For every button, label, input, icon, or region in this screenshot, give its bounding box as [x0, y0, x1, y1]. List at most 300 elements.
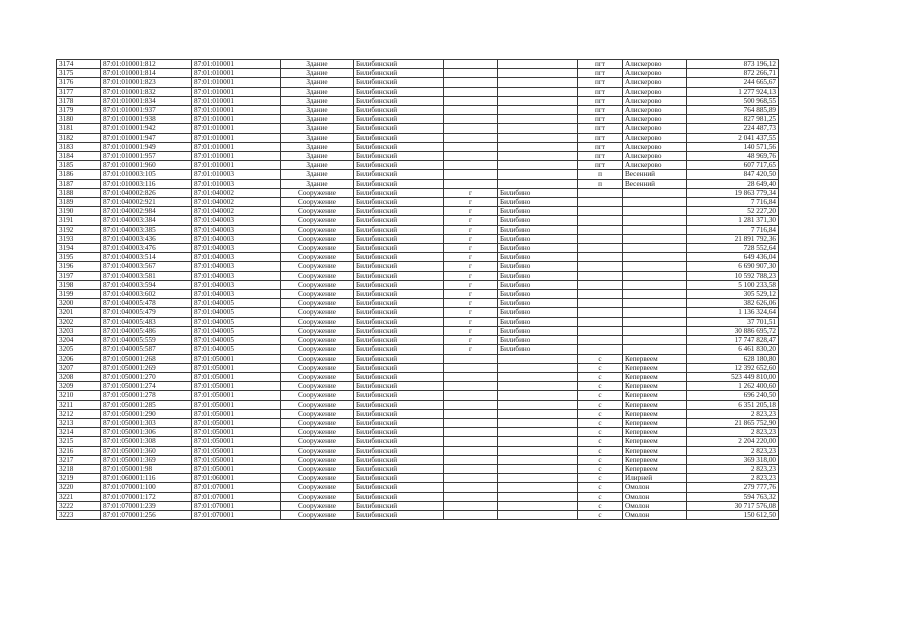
city-name-cell [498, 133, 578, 142]
city-name-cell [498, 391, 578, 400]
table-row [57, 455, 779, 464]
settlement-name-cell [623, 299, 687, 308]
city-name-cell [498, 464, 578, 473]
city-name-cell: Билибино [498, 308, 578, 317]
district-cell: Билибинский [354, 474, 444, 483]
district-cell: Билибинский [354, 280, 444, 289]
table-row [57, 308, 779, 317]
city-name-cell: Билибино [498, 336, 578, 345]
object-type-cell: Сооружение [281, 492, 354, 501]
cadastral-quarter-cell: 87:01:050001 [192, 409, 281, 418]
row-number-cell: 3197 [57, 271, 101, 280]
cadastral-quarter-cell: 87:01:040003 [192, 280, 281, 289]
district-cell: Билибинский [354, 124, 444, 133]
settlement-name-cell: Алискерово [623, 106, 687, 115]
cadastral-quarter-cell: 87:01:040003 [192, 234, 281, 243]
cadastral-value-cell: 5 100 233,58 [687, 280, 779, 289]
settlement-name-cell: Омолон [623, 501, 687, 510]
settlement-name-cell: Алискерово [623, 87, 687, 96]
district-cell: Билибинский [354, 299, 444, 308]
city-name-cell [498, 354, 578, 363]
object-type-cell: Сооружение [281, 336, 354, 345]
cadastral-number-cell: 87:01:050001:306 [101, 428, 192, 437]
city-name-cell: Билибино [498, 198, 578, 207]
cadastral-quarter-cell: 87:01:040003 [192, 216, 281, 225]
cadastral-number-cell: 87:01:010001:937 [101, 106, 192, 115]
cadastral-number-cell: 87:01:050001:274 [101, 382, 192, 391]
city-name-cell [498, 446, 578, 455]
city-type-cell: г [444, 290, 498, 299]
object-type-cell: Здание [281, 87, 354, 96]
settlement-name-cell [623, 317, 687, 326]
district-cell: Билибинский [354, 510, 444, 519]
cadastral-number-cell: 87:01:010001:960 [101, 161, 192, 170]
table-row [57, 207, 779, 216]
cadastral-value-cell: 19 863 779,34 [687, 188, 779, 197]
object-type-cell: Здание [281, 60, 354, 69]
district-cell: Билибинский [354, 244, 444, 253]
table-row [57, 345, 779, 354]
district-cell: Билибинский [354, 308, 444, 317]
row-number-cell: 3207 [57, 363, 101, 372]
city-type-cell [444, 446, 498, 455]
district-cell: Билибинский [354, 152, 444, 161]
cadastral-number-cell: 87:01:050001:369 [101, 455, 192, 464]
cadastral-number-cell: 87:01:010001:812 [101, 60, 192, 69]
object-type-cell: Сооружение [281, 262, 354, 271]
cadastral-number-cell: 87:01:040003:514 [101, 253, 192, 262]
city-type-cell: г [444, 345, 498, 354]
object-type-cell: Сооружение [281, 216, 354, 225]
cadastral-value-cell: 37 701,51 [687, 317, 779, 326]
row-number-cell: 3206 [57, 354, 101, 363]
table-row [57, 262, 779, 271]
cadastral-value-cell: 2 823,23 [687, 474, 779, 483]
table-row [57, 400, 779, 409]
city-name-cell [498, 382, 578, 391]
cadastral-value-cell: 279 777,76 [687, 483, 779, 492]
settlement-name-cell: Алискерово [623, 69, 687, 78]
object-type-cell: Здание [281, 78, 354, 87]
row-number-cell: 3191 [57, 216, 101, 225]
settlement-name-cell: Алискерово [623, 124, 687, 133]
cadastral-value-cell: 2 823,23 [687, 446, 779, 455]
city-name-cell [498, 418, 578, 427]
settlement-type-cell: с [578, 455, 623, 464]
district-cell: Билибинский [354, 382, 444, 391]
row-number-cell: 3190 [57, 207, 101, 216]
table-row [57, 464, 779, 473]
object-type-cell: Здание [281, 115, 354, 124]
settlement-name-cell: Алискерово [623, 161, 687, 170]
object-type-cell: Сооружение [281, 234, 354, 243]
cadastral-quarter-cell: 87:01:040003 [192, 271, 281, 280]
cadastral-number-cell: 87:01:010001:832 [101, 87, 192, 96]
cadastral-value-cell: 847 420,50 [687, 170, 779, 179]
cadastral-value-cell: 2 823,23 [687, 409, 779, 418]
table-row [57, 234, 779, 243]
row-number-cell: 3199 [57, 290, 101, 299]
object-type-cell: Здание [281, 179, 354, 188]
row-number-cell: 3212 [57, 409, 101, 418]
table-row [57, 437, 779, 446]
settlement-type-cell: пгт [578, 142, 623, 151]
city-name-cell [498, 455, 578, 464]
settlement-name-cell [623, 216, 687, 225]
city-type-cell [444, 87, 498, 96]
district-cell: Билибинский [354, 391, 444, 400]
cadastral-number-cell: 87:01:070001:100 [101, 483, 192, 492]
settlement-type-cell: пгт [578, 96, 623, 105]
table-row [57, 271, 779, 280]
cadastral-value-cell: 6 690 907,30 [687, 262, 779, 271]
city-type-cell [444, 464, 498, 473]
city-name-cell: Билибино [498, 253, 578, 262]
row-number-cell: 3201 [57, 308, 101, 317]
cadastral-quarter-cell: 87:01:050001 [192, 382, 281, 391]
cadastral-value-cell: 7 716,84 [687, 198, 779, 207]
cadastral-value-cell: 6 351 205,18 [687, 400, 779, 409]
city-type-cell [444, 96, 498, 105]
cadastral-value-cell: 1 136 324,64 [687, 308, 779, 317]
city-type-cell [444, 391, 498, 400]
city-name-cell: Билибино [498, 280, 578, 289]
object-type-cell: Здание [281, 96, 354, 105]
city-name-cell [498, 179, 578, 188]
cadastral-number-cell: 87:01:050001:269 [101, 363, 192, 372]
cadastral-quarter-cell: 87:01:040005 [192, 336, 281, 345]
cadastral-quarter-cell: 87:01:040003 [192, 290, 281, 299]
cadastral-quarter-cell: 87:01:040003 [192, 244, 281, 253]
object-type-cell: Сооружение [281, 391, 354, 400]
table-row [57, 124, 779, 133]
settlement-name-cell: Кепервеем [623, 418, 687, 427]
city-name-cell: Билибино [498, 271, 578, 280]
settlement-type-cell [578, 216, 623, 225]
table-row [57, 317, 779, 326]
settlement-type-cell: п [578, 179, 623, 188]
cadastral-value-cell: 224 487,73 [687, 124, 779, 133]
settlement-type-cell: пгт [578, 115, 623, 124]
district-cell: Билибинский [354, 409, 444, 418]
object-type-cell: Сооружение [281, 308, 354, 317]
object-type-cell: Сооружение [281, 363, 354, 372]
cadastral-value-cell: 523 449 810,00 [687, 372, 779, 381]
table-row [57, 446, 779, 455]
city-type-cell [444, 78, 498, 87]
settlement-name-cell: Кепервеем [623, 391, 687, 400]
settlement-name-cell: Омолон [623, 492, 687, 501]
object-type-cell: Здание [281, 142, 354, 151]
city-type-cell [444, 437, 498, 446]
settlement-type-cell: с [578, 400, 623, 409]
object-type-cell: Сооружение [281, 271, 354, 280]
city-name-cell [498, 483, 578, 492]
settlement-type-cell: пгт [578, 78, 623, 87]
city-type-cell: г [444, 299, 498, 308]
row-number-cell: 3223 [57, 510, 101, 519]
cadastral-quarter-cell: 87:01:010001 [192, 142, 281, 151]
city-type-cell [444, 170, 498, 179]
table-row [57, 152, 779, 161]
settlement-type-cell [578, 336, 623, 345]
settlement-type-cell [578, 271, 623, 280]
district-cell: Билибинский [354, 179, 444, 188]
table-row [57, 161, 779, 170]
settlement-type-cell: пгт [578, 124, 623, 133]
settlement-type-cell [578, 262, 623, 271]
cadastral-quarter-cell: 87:01:010001 [192, 133, 281, 142]
district-cell: Билибинский [354, 345, 444, 354]
settlement-type-cell: с [578, 418, 623, 427]
city-name-cell [498, 437, 578, 446]
settlement-name-cell [623, 244, 687, 253]
cadastral-value-cell: 1 277 924,13 [687, 87, 779, 96]
cadastral-number-cell: 87:01:040003:567 [101, 262, 192, 271]
city-type-cell [444, 483, 498, 492]
district-cell: Билибинский [354, 207, 444, 216]
city-name-cell [498, 409, 578, 418]
cadastral-value-cell: 369 318,00 [687, 455, 779, 464]
row-number-cell: 3220 [57, 483, 101, 492]
table-row [57, 409, 779, 418]
district-cell: Билибинский [354, 317, 444, 326]
cadastral-number-cell: 87:01:040003:384 [101, 216, 192, 225]
table-row [57, 299, 779, 308]
district-cell: Билибинский [354, 96, 444, 105]
cadastral-quarter-cell: 87:01:040005 [192, 326, 281, 335]
row-number-cell: 3195 [57, 253, 101, 262]
district-cell: Билибинский [354, 455, 444, 464]
cadastral-quarter-cell: 87:01:010001 [192, 69, 281, 78]
cadastral-quarter-cell: 87:01:010001 [192, 161, 281, 170]
cadastral-value-cell: 21 891 792,36 [687, 234, 779, 243]
cadastral-quarter-cell: 87:01:010001 [192, 96, 281, 105]
city-type-cell: г [444, 234, 498, 243]
cadastral-value-cell: 764 885,89 [687, 106, 779, 115]
table-row [57, 142, 779, 151]
cadastral-quarter-cell: 87:01:050001 [192, 354, 281, 363]
city-name-cell: Билибино [498, 262, 578, 271]
city-type-cell: г [444, 225, 498, 234]
district-cell: Билибинский [354, 483, 444, 492]
row-number-cell: 3219 [57, 474, 101, 483]
object-type-cell: Здание [281, 170, 354, 179]
cadastral-value-cell: 2 204 220,00 [687, 437, 779, 446]
cadastral-number-cell: 87:01:050001:270 [101, 372, 192, 381]
city-type-cell [444, 142, 498, 151]
city-name-cell: Билибино [498, 326, 578, 335]
table-row [57, 60, 779, 69]
register-sheet [56, 59, 779, 520]
cadastral-quarter-cell: 87:01:050001 [192, 446, 281, 455]
row-number-cell: 3211 [57, 400, 101, 409]
district-cell: Билибинский [354, 198, 444, 207]
city-name-cell: Билибино [498, 225, 578, 234]
district-cell: Билибинский [354, 437, 444, 446]
settlement-name-cell [623, 345, 687, 354]
cadastral-quarter-cell: 87:01:050001 [192, 464, 281, 473]
row-number-cell: 3213 [57, 418, 101, 427]
cadastral-quarter-cell: 87:01:050001 [192, 437, 281, 446]
table-row [57, 225, 779, 234]
table-row [57, 483, 779, 492]
cadastral-number-cell: 87:01:050001:278 [101, 391, 192, 400]
row-number-cell: 3216 [57, 446, 101, 455]
object-type-cell: Здание [281, 133, 354, 142]
cadastral-quarter-cell: 87:01:010001 [192, 152, 281, 161]
city-name-cell: Билибино [498, 216, 578, 225]
settlement-name-cell [623, 326, 687, 335]
cadastral-number-cell: 87:01:040005:486 [101, 326, 192, 335]
city-name-cell: Билибино [498, 317, 578, 326]
cadastral-number-cell: 87:01:050001:268 [101, 354, 192, 363]
cadastral-number-cell: 87:01:050001:285 [101, 400, 192, 409]
cadastral-value-cell: 827 981,25 [687, 115, 779, 124]
settlement-type-cell [578, 280, 623, 289]
settlement-type-cell: пгт [578, 106, 623, 115]
table-row [57, 170, 779, 179]
settlement-type-cell: с [578, 391, 623, 400]
city-name-cell [498, 372, 578, 381]
row-number-cell: 3181 [57, 124, 101, 133]
object-type-cell: Сооружение [281, 290, 354, 299]
settlement-type-cell [578, 244, 623, 253]
city-type-cell [444, 115, 498, 124]
city-type-cell: г [444, 216, 498, 225]
city-name-cell [498, 474, 578, 483]
cadastral-quarter-cell: 87:01:010001 [192, 60, 281, 69]
cadastral-value-cell: 1 281 371,30 [687, 216, 779, 225]
city-name-cell: Билибино [498, 234, 578, 243]
row-number-cell: 3192 [57, 225, 101, 234]
settlement-type-cell [578, 207, 623, 216]
cadastral-value-cell: 728 552,64 [687, 244, 779, 253]
object-type-cell: Сооружение [281, 446, 354, 455]
cadastral-quarter-cell: 87:01:040005 [192, 317, 281, 326]
cadastral-value-cell: 628 180,80 [687, 354, 779, 363]
settlement-name-cell [623, 253, 687, 262]
cadastral-quarter-cell: 87:01:010001 [192, 124, 281, 133]
cadastral-number-cell: 87:01:050001:360 [101, 446, 192, 455]
settlement-name-cell: Илирней [623, 474, 687, 483]
district-cell: Билибинский [354, 170, 444, 179]
cadastral-number-cell: 87:01:040003:594 [101, 280, 192, 289]
table-row [57, 290, 779, 299]
object-type-cell: Сооружение [281, 464, 354, 473]
table-row [57, 474, 779, 483]
settlement-name-cell: Алискерово [623, 142, 687, 151]
city-name-cell: Билибино [498, 207, 578, 216]
table-row [57, 216, 779, 225]
city-name-cell [498, 363, 578, 372]
cadastral-number-cell: 87:01:010001:949 [101, 142, 192, 151]
cadastral-quarter-cell: 87:01:040005 [192, 308, 281, 317]
cadastral-quarter-cell: 87:01:040003 [192, 262, 281, 271]
row-number-cell: 3174 [57, 60, 101, 69]
city-type-cell [444, 409, 498, 418]
table-row [57, 78, 779, 87]
settlement-type-cell [578, 253, 623, 262]
city-name-cell [498, 78, 578, 87]
cadastral-quarter-cell: 87:01:060001 [192, 474, 281, 483]
district-cell: Билибинский [354, 133, 444, 142]
settlement-type-cell [578, 234, 623, 243]
settlement-type-cell: с [578, 382, 623, 391]
settlement-name-cell: Омолон [623, 483, 687, 492]
district-cell: Билибинский [354, 234, 444, 243]
settlement-name-cell: Кепервеем [623, 464, 687, 473]
settlement-type-cell: с [578, 483, 623, 492]
city-type-cell: г [444, 244, 498, 253]
table-row [57, 115, 779, 124]
cadastral-quarter-cell: 87:01:040002 [192, 188, 281, 197]
table-row [57, 382, 779, 391]
row-number-cell: 3184 [57, 152, 101, 161]
object-type-cell: Сооружение [281, 253, 354, 262]
settlement-type-cell [578, 188, 623, 197]
settlement-name-cell [623, 280, 687, 289]
settlement-name-cell [623, 262, 687, 271]
cadastral-value-cell: 607 717,65 [687, 161, 779, 170]
settlement-name-cell [623, 225, 687, 234]
object-type-cell: Сооружение [281, 510, 354, 519]
district-cell: Билибинский [354, 354, 444, 363]
district-cell: Билибинский [354, 225, 444, 234]
cadastral-value-cell: 872 266,71 [687, 69, 779, 78]
district-cell: Билибинский [354, 501, 444, 510]
settlement-type-cell: с [578, 492, 623, 501]
cadastral-value-cell: 10 592 788,23 [687, 271, 779, 280]
object-type-cell: Сооружение [281, 418, 354, 427]
district-cell: Билибинский [354, 418, 444, 427]
cadastral-number-cell: 87:01:040003:436 [101, 234, 192, 243]
settlement-type-cell: с [578, 363, 623, 372]
cadastral-number-cell: 87:01:070001:256 [101, 510, 192, 519]
city-name-cell [498, 152, 578, 161]
table-row [57, 69, 779, 78]
cadastral-quarter-cell: 87:01:070001 [192, 501, 281, 510]
city-type-cell [444, 152, 498, 161]
city-type-cell [444, 501, 498, 510]
cadastral-quarter-cell: 87:01:040005 [192, 299, 281, 308]
settlement-name-cell: Алискерово [623, 60, 687, 69]
cadastral-value-cell: 7 716,84 [687, 225, 779, 234]
city-name-cell [498, 501, 578, 510]
settlement-name-cell: Алискерово [623, 78, 687, 87]
city-name-cell [498, 428, 578, 437]
cadastral-value-cell: 52 227,20 [687, 207, 779, 216]
settlement-type-cell [578, 299, 623, 308]
table-row [57, 336, 779, 345]
row-number-cell: 3176 [57, 78, 101, 87]
table-row [57, 96, 779, 105]
cadastral-quarter-cell: 87:01:010001 [192, 78, 281, 87]
city-type-cell: г [444, 188, 498, 197]
city-type-cell: г [444, 253, 498, 262]
city-name-cell [498, 142, 578, 151]
row-number-cell: 3196 [57, 262, 101, 271]
settlement-name-cell: Алискерово [623, 96, 687, 105]
row-number-cell: 3222 [57, 501, 101, 510]
cadastral-value-cell: 28 649,40 [687, 179, 779, 188]
settlement-type-cell: пгт [578, 133, 623, 142]
city-type-cell [444, 354, 498, 363]
cadastral-value-cell: 873 196,12 [687, 60, 779, 69]
table-row [57, 133, 779, 142]
cadastral-value-cell: 140 571,56 [687, 142, 779, 151]
district-cell: Билибинский [354, 363, 444, 372]
